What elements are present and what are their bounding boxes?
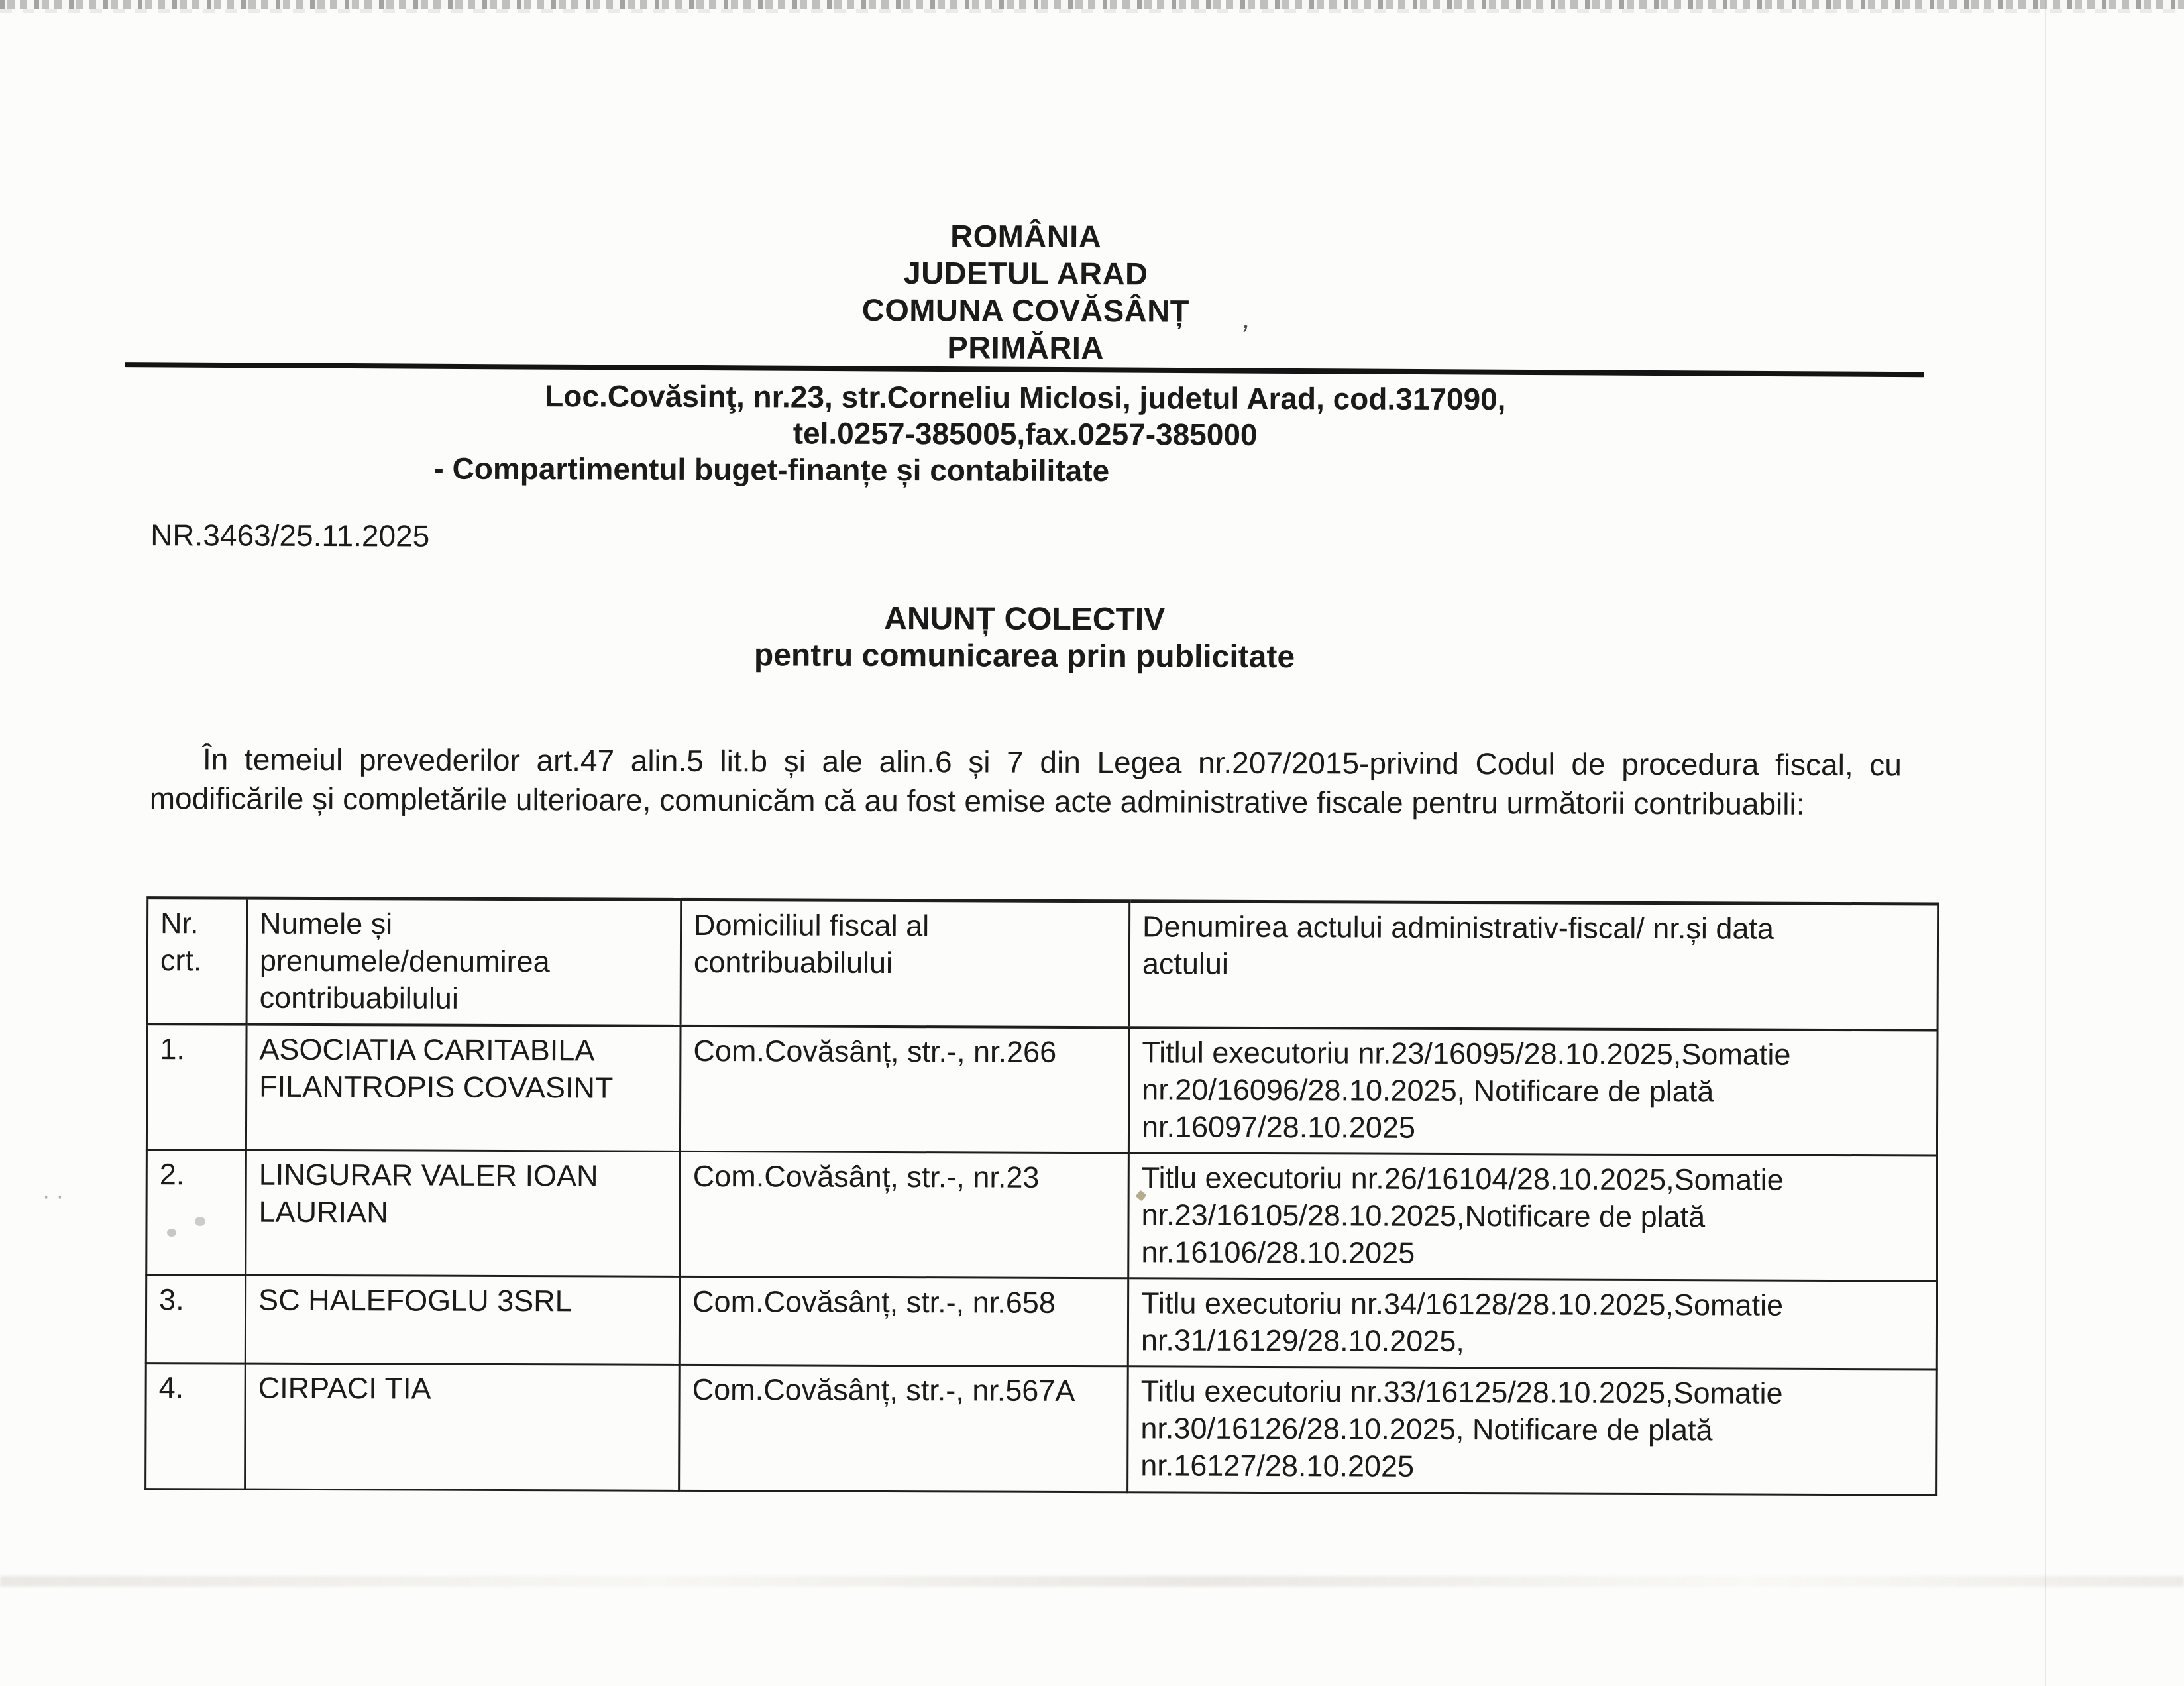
- document-title: ANUNȚ COLECTIV pentru comunicarea prin publicitate: [753, 600, 1295, 675]
- table-cell-name: CIRPACI TIA: [245, 1363, 680, 1490]
- contribuabili-table: [144, 896, 1939, 1496]
- table-cell-nr: 2.: [146, 1150, 246, 1276]
- table-cell-name: LINGURAR VALER IOAN LAURIAN: [246, 1150, 681, 1276]
- table-row: [146, 1024, 1938, 1156]
- org-header: ROMÂNIA JUDETUL ARAD COMUNA COVĂSÂNȚ PRIMĂRIA: [861, 218, 1189, 366]
- table-cell-address: Com.Covăsânț, str.-, nr.567A: [679, 1365, 1128, 1492]
- scan-mark-apostrophe: ’: [1237, 319, 1250, 353]
- scan-margin-marks: · ·: [42, 1184, 64, 1209]
- table-cell-acts: Titlu executoriu nr.33/16125/28.10.2025,Somatie nr.30/16126/28.10.2025, Notificare de plată nr.16127/28.10.2025: [1128, 1367, 1937, 1495]
- table-cell-address: Com.Covăsânț, str.-, nr.658: [679, 1276, 1128, 1366]
- table-header-acts: Denumirea actului administrativ-fiscal/ nr.și data actului: [1129, 901, 1938, 1031]
- org-address: Loc.Covăsinţ, nr.23, str.Corneliu Miclosi, judetul Arad, cod.317090, tel.0257-385005,fax.0257-385000: [545, 378, 1506, 452]
- table-cell-nr: 4.: [146, 1363, 246, 1490]
- table-cell-name: SC HALEFOGLU 3SRL: [245, 1275, 679, 1365]
- table-cell-nr: 1.: [146, 1024, 246, 1150]
- table-row: [146, 1363, 1937, 1495]
- table-cell-address: Com.Covăsânț, str.-, nr.266: [680, 1026, 1129, 1153]
- table-header-row: [147, 898, 1938, 1031]
- table-cell-nr: 3.: [146, 1275, 245, 1364]
- table-cell-address: Com.Covăsânț, str.-, nr.23: [680, 1151, 1129, 1278]
- table-header-nr: Nr. crt.: [147, 898, 247, 1025]
- table-cell-acts: Titlu executoriu nr.34/16128/28.10.2025,Somatie nr.31/16129/28.10.2025,: [1128, 1278, 1936, 1369]
- department-line: - Compartimentul buget-finanțe și contabilitate: [433, 451, 1110, 488]
- table-cell-acts: Titlul executoriu nr.23/16095/28.10.2025,Somatie nr.20/16096/28.10.2025, Notificare de plată nr.16097/28.10.2025: [1128, 1027, 1938, 1156]
- table-row: [146, 1275, 1936, 1369]
- table-cell-name: ASOCIATIA CARITABILA FILANTROPIS COVASINT: [246, 1025, 681, 1152]
- body-paragraph: În temeiul prevederilor art.47 alin.5 lit.b și ale alin.6 și 7 din Legea nr.207/2015-privind Codul de procedura fiscal, cu modificările și completările ulterioare, comunicăm că au fost emise acte administrative fiscale pentru următorii contribuabili:: [149, 742, 1902, 821]
- table-header-name: Numele și prenumele/denumirea contribuabilului: [246, 898, 681, 1026]
- table-row: [146, 1150, 1938, 1281]
- reference-number: NR.3463/25.11.2025: [150, 518, 430, 553]
- table-cell-acts: Titlu executoriu nr.26/16104/28.10.2025,Somatie nr.23/16105/28.10.2025,Notificare de plată nr.16106/28.10.2025: [1128, 1153, 1938, 1281]
- table-header-address: Domiciliul fiscal al contribuabilului: [681, 899, 1130, 1027]
